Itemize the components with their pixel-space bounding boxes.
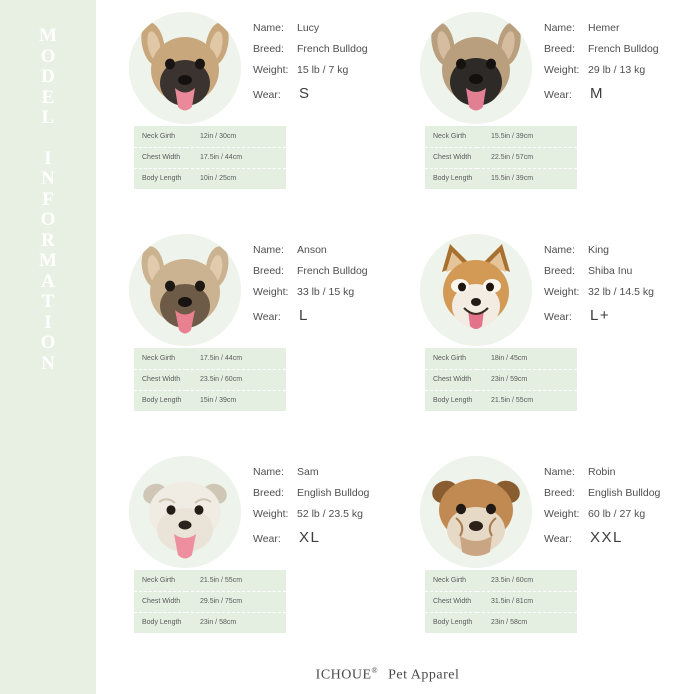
name-value: Hemer	[588, 22, 620, 34]
weight-value: 60 lb / 27 kg	[588, 508, 646, 520]
breed-value: French Bulldog	[297, 43, 368, 55]
table-row	[425, 369, 577, 390]
dog-breed-row	[253, 43, 387, 55]
chest-width-label: Chest Width	[425, 369, 477, 390]
neck-girth-value: 18in / 45cm	[477, 348, 577, 369]
body-length-value: 23in / 58cm	[186, 612, 286, 633]
body-length-value: 10in / 25cm	[186, 168, 286, 189]
wear-value: L+	[590, 307, 611, 324]
dog-weight-row	[253, 286, 387, 298]
sidebar-letter: M	[39, 25, 57, 46]
breed-value: English Bulldog	[297, 487, 370, 499]
body-length-label: Body Length	[425, 612, 477, 633]
chest-width-value: 17.5in / 44cm	[186, 147, 286, 168]
breed-value: French Bulldog	[297, 265, 368, 277]
chest-width-label: Chest Width	[134, 147, 186, 168]
dog-wear-row	[544, 529, 678, 546]
model-card	[96, 444, 387, 666]
table-row	[134, 348, 286, 369]
sidebar-letter: E	[41, 86, 55, 108]
body-length-label: Body Length	[134, 390, 186, 411]
table-row	[134, 147, 286, 168]
dog-photo	[129, 456, 241, 568]
measurements-table	[134, 126, 286, 189]
model-card	[96, 222, 387, 444]
dog-photo	[129, 234, 241, 346]
dog-wear-row	[253, 529, 387, 546]
chest-width-value: 31.5in / 81cm	[477, 591, 577, 612]
model-card	[387, 444, 678, 666]
measurements-table	[425, 126, 577, 189]
chest-width-value: 22.5in / 57cm	[477, 147, 577, 168]
dog-weight-row	[544, 508, 678, 520]
dog-weight-row	[253, 64, 387, 76]
name-value: Sam	[297, 466, 319, 478]
dog-info	[544, 8, 678, 111]
brand-tagline: Pet Apparel	[388, 668, 460, 683]
weight-label: Weight:	[253, 64, 289, 76]
measurements-table	[425, 570, 577, 633]
weight-label: Weight:	[253, 286, 289, 298]
table-row	[425, 168, 577, 189]
footer-brand	[96, 666, 679, 684]
dog-photo	[420, 234, 532, 346]
wear-label: Wear:	[253, 89, 281, 101]
model-card-top	[96, 452, 387, 570]
breed-label: Breed:	[544, 487, 575, 499]
table-row	[134, 126, 286, 147]
name-label: Name:	[544, 22, 575, 34]
model-card-top	[387, 452, 678, 570]
model-card-top	[387, 8, 678, 126]
neck-girth-value: 15.5in / 39cm	[477, 126, 577, 147]
sidebar-letter: N	[41, 168, 55, 189]
dog-breed-row	[253, 487, 387, 499]
sidebar-letter: M	[39, 250, 57, 271]
body-length-label: Body Length	[425, 390, 477, 411]
wear-value: XL	[299, 529, 321, 546]
dog-breed-row	[544, 487, 678, 499]
name-label: Name:	[544, 466, 575, 478]
dog-breed-row	[253, 265, 387, 277]
dog-breed-row	[544, 43, 678, 55]
dog-photo	[129, 12, 241, 124]
dog-wear-row	[253, 307, 387, 324]
dog-name-row	[253, 244, 387, 256]
weight-label: Weight:	[544, 508, 580, 520]
neck-girth-value: 23.5in / 60cm	[477, 570, 577, 591]
wear-value: S	[299, 85, 311, 102]
name-value: Robin	[588, 466, 616, 478]
sidebar-letter: O	[40, 209, 56, 230]
wear-value: M	[590, 85, 604, 102]
dog-name-row	[544, 466, 678, 478]
dog-wear-row	[253, 85, 387, 102]
name-value: King	[588, 244, 610, 256]
wear-value: L	[299, 307, 309, 324]
table-row	[134, 168, 286, 189]
model-card	[387, 222, 678, 444]
body-length-label: Body Length	[425, 168, 477, 189]
body-length-value: 23in / 58cm	[477, 612, 577, 633]
model-grid-container	[96, 0, 679, 694]
sidebar-letter: O	[40, 45, 56, 67]
breed-value: Shiba Inu	[588, 265, 633, 277]
table-row	[425, 348, 577, 369]
model-card	[387, 0, 678, 222]
dog-wear-row	[544, 85, 678, 102]
model-card	[96, 0, 387, 222]
chest-width-label: Chest Width	[425, 591, 477, 612]
sidebar-letter: O	[40, 332, 56, 353]
breed-label: Breed:	[544, 265, 575, 277]
registered-mark: ®	[371, 666, 379, 676]
sidebar-letter: N	[41, 352, 55, 374]
body-length-value: 15in / 39cm	[186, 390, 286, 411]
body-length-label: Body Length	[134, 168, 186, 189]
dog-info	[253, 452, 387, 555]
sidebar-letter: A	[41, 270, 55, 292]
measurements-table	[134, 570, 286, 633]
sidebar-letter: L	[41, 107, 55, 128]
measurements-table	[425, 348, 577, 411]
weight-label: Weight:	[253, 508, 289, 520]
sidebar-letter: I	[44, 311, 52, 333]
weight-value: 32 lb / 14.5 kg	[588, 286, 654, 298]
breed-label: Breed:	[544, 43, 575, 55]
neck-girth-value: 21.5in / 55cm	[186, 570, 286, 591]
weight-value: 52 lb / 23.5 kg	[297, 508, 363, 520]
dog-name-row	[253, 466, 387, 478]
measurements-table	[134, 348, 286, 411]
dog-photo	[420, 12, 532, 124]
chest-width-label: Chest Width	[134, 369, 186, 390]
body-length-label: Body Length	[134, 612, 186, 633]
chest-width-label: Chest Width	[134, 591, 186, 612]
dog-weight-row	[544, 64, 678, 76]
wear-value: XXL	[590, 529, 623, 546]
breed-label: Breed:	[253, 43, 284, 55]
breed-label: Breed:	[253, 265, 284, 277]
table-row	[134, 570, 286, 591]
dog-info	[253, 230, 387, 333]
table-row	[134, 369, 286, 390]
dog-weight-row	[253, 508, 387, 520]
table-row	[425, 390, 577, 411]
wear-label: Wear:	[544, 311, 572, 323]
dog-photo	[420, 456, 532, 568]
neck-girth-label: Neck Girth	[134, 348, 186, 369]
dog-info	[544, 230, 678, 333]
model-card-grid	[96, 0, 679, 666]
dog-info	[544, 452, 678, 555]
chest-width-value: 23in / 59cm	[477, 369, 577, 390]
name-label: Name:	[253, 22, 284, 34]
weight-value: 29 lb / 13 kg	[588, 64, 646, 76]
dog-breed-row	[544, 265, 678, 277]
dog-wear-row	[544, 307, 678, 324]
weight-label: Weight:	[544, 286, 580, 298]
neck-girth-label: Neck Girth	[425, 570, 477, 591]
name-label: Name:	[544, 244, 575, 256]
table-row	[425, 147, 577, 168]
name-label: Name:	[253, 466, 284, 478]
name-label: Name:	[253, 244, 284, 256]
weight-label: Weight:	[544, 64, 580, 76]
chest-width-label: Chest Width	[425, 147, 477, 168]
dog-name-row	[544, 22, 678, 34]
body-length-value: 15.5in / 39cm	[477, 168, 577, 189]
breed-value: English Bulldog	[588, 487, 661, 499]
table-row	[425, 591, 577, 612]
neck-girth-label: Neck Girth	[134, 126, 186, 147]
table-row	[425, 126, 577, 147]
neck-girth-label: Neck Girth	[134, 570, 186, 591]
weight-value: 15 lb / 7 kg	[297, 64, 349, 76]
model-card-top	[96, 8, 387, 126]
name-value: Lucy	[297, 22, 320, 34]
table-row	[425, 612, 577, 633]
neck-girth-value: 12in / 30cm	[186, 126, 286, 147]
sidebar-letter: F	[42, 188, 54, 210]
sidebar-model-information	[0, 0, 96, 694]
neck-girth-label: Neck Girth	[425, 126, 477, 147]
sidebar-letter: R	[41, 229, 55, 251]
table-row	[134, 612, 286, 633]
breed-label: Breed:	[253, 487, 284, 499]
table-row	[134, 591, 286, 612]
neck-girth-value: 17.5in / 44cm	[186, 348, 286, 369]
table-row	[134, 390, 286, 411]
sidebar-letter: D	[41, 66, 55, 87]
wear-label: Wear:	[544, 89, 572, 101]
weight-value: 33 lb / 15 kg	[297, 286, 355, 298]
wear-label: Wear:	[253, 311, 281, 323]
dog-info	[253, 8, 387, 111]
model-card-top	[387, 230, 678, 348]
brand-name: ICHOUE	[315, 668, 372, 683]
dog-weight-row	[544, 286, 678, 298]
body-length-value: 21.5in / 55cm	[477, 390, 577, 411]
name-value: Anson	[297, 244, 327, 256]
breed-value: French Bulldog	[588, 43, 659, 55]
dog-name-row	[544, 244, 678, 256]
chest-width-value: 23.5in / 60cm	[186, 369, 286, 390]
wear-label: Wear:	[544, 533, 572, 545]
chest-width-value: 29.5in / 75cm	[186, 591, 286, 612]
wear-label: Wear:	[253, 533, 281, 545]
neck-girth-label: Neck Girth	[425, 348, 477, 369]
table-row	[425, 570, 577, 591]
sidebar-letter: T	[41, 291, 55, 312]
dog-name-row	[253, 22, 387, 34]
sidebar-letter: I	[44, 147, 52, 169]
model-card-top	[96, 230, 387, 348]
